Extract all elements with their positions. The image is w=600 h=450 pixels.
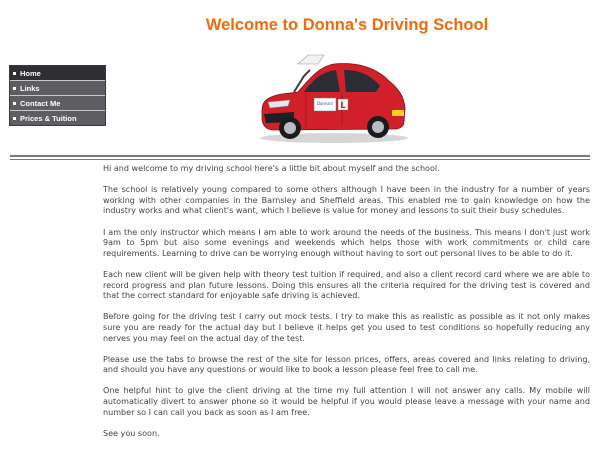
nav-item-home[interactable] — [10, 66, 105, 81]
nav-item-contact-me[interactable] — [10, 96, 105, 111]
nav-item-links[interactable] — [10, 81, 105, 96]
divider-bottom — [10, 159, 590, 160]
nav-item-label: Contact Me — [20, 98, 61, 108]
learner-plate-text: L — [340, 101, 346, 111]
nav-item-label: Links — [20, 83, 40, 93]
car-image — [254, 52, 412, 144]
car-sign-text: Donna's — [316, 101, 334, 106]
bullet-icon — [13, 102, 16, 105]
bullet-icon — [13, 72, 16, 75]
content-paragraph: Hi and welcome to my driving school here's a little bit about myself and the school. — [103, 164, 440, 173]
divider-top — [10, 155, 590, 157]
nav-item-label: Prices & Tuition — [20, 113, 77, 123]
bullet-icon — [13, 117, 16, 120]
content-paragraph: Each new client will be given help with theory test tuition if required, and also a client record card where we are able to record progress and plan future lessons. Doing this ensures all the criteria required for the driving test is covered and that the correct standard for enjoyable safe driving is achieved. — [103, 269, 590, 301]
content-paragraph: The school is relatively young compared to some others although I have been in the industry for a number of years working with other companies in the Barnsley and Sheffield areas. This enabled me to gain knowledge on how the industry works and what client's want, which I believe is value for money and lessons to suit their busy schedules. — [103, 185, 590, 216]
main-content — [103, 164, 590, 450]
bullet-icon — [13, 87, 16, 90]
side-nav — [9, 65, 106, 126]
content-paragraph: See you soon. — [103, 428, 160, 438]
content-paragraph: One helpful hint to give the client driving at the time my full attention I will not answer any calls. My mobile will automatically divert to answer phone so it would be helpful if you would please leave a message with your name and number so I can call you back as soon as I am free. — [103, 386, 590, 417]
content-paragraph: Before going for the driving test I carry out mock tests. I try to make this as realistic as possible as it not only makes sure you are ready for the actual day but I believe it helps get you used to test conditions so hopefully reducing any nerves you may feel on the actual day of the test. — [103, 312, 590, 343]
nav-item-label: Home — [20, 68, 41, 78]
page-title: Welcome to Donna's Driving School — [205, 16, 489, 34]
content-paragraph: I am the only instructor which means I am able to work around the needs of the business. This means I don't just work 9am to 5pm but also some evenings and weekends which helps those with work commitments or child care requirements. Learning to drive can be worrying enough without having to sort out personal lives to be able to do it. — [103, 227, 590, 258]
content-paragraph: Please use the tabs to browse the rest of the site for lesson prices, offers, areas covered and links relating to driving, and should you have any questions or would like to book a lesson please feel free to call me. — [103, 354, 590, 375]
nav-item-prices-tuition[interactable] — [10, 111, 105, 125]
